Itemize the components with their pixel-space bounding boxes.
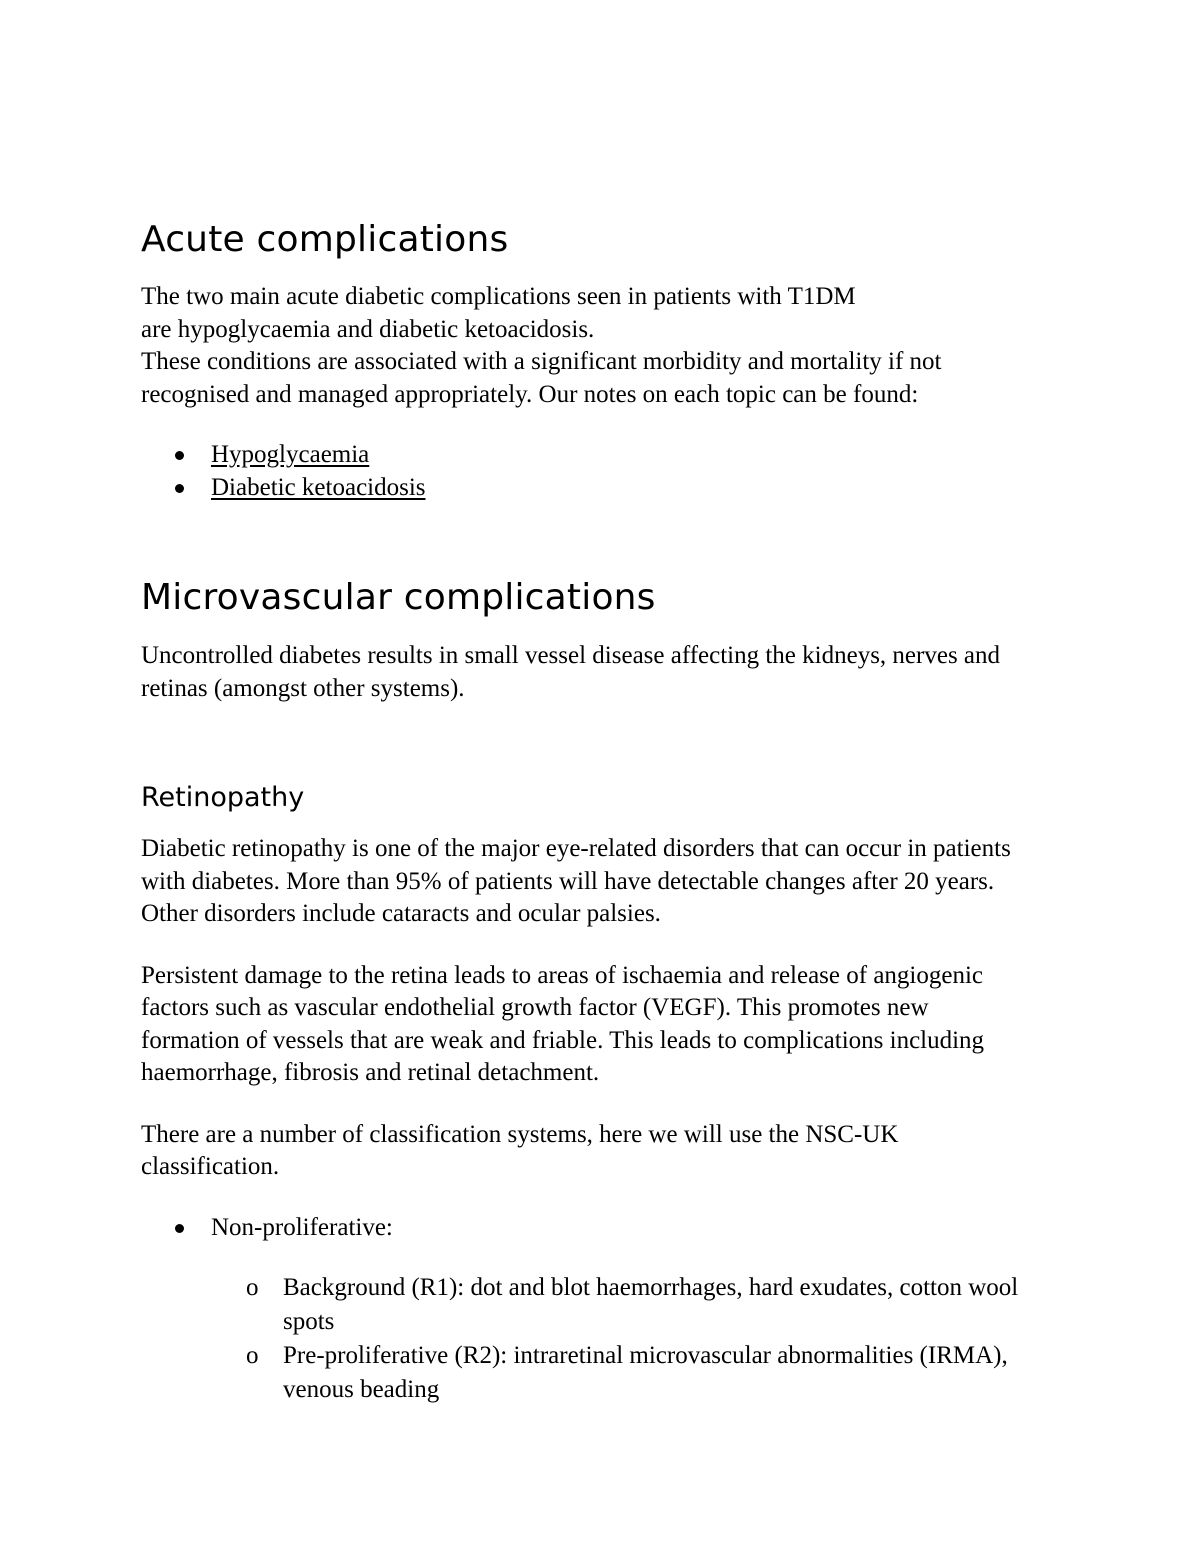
- microvascular-intro-paragraph: Uncontrolled diabetes results in small vessel disease affecting the kidneys, nerves and retinas (amongst other systems).: [141, 642, 1001, 702]
- acute-intro-line-1: The two main acute diabetic complications seen in patients with T1DM: [141, 283, 856, 310]
- list-item: [211, 472, 1061, 505]
- hypoglycaemia-link[interactable]: Hypoglycaemia: [211, 441, 370, 468]
- acute-conditions-paragraph: These conditions are associated with a significant morbidity and mortality if not recognised and managed appropriately. Our notes on each topic can be found:: [141, 348, 942, 408]
- non-proliferative-label: Non-proliferative:: [211, 1213, 393, 1241]
- bullet-icon: [175, 451, 184, 460]
- acute-links-list: [141, 439, 1061, 504]
- bullet-icon: [175, 484, 184, 493]
- retinopathy-paragraph-1: Diabetic retinopathy is one of the major eye-related disorders that can occur in patients with diabetes. More than 95% of patients will have detectable changes after 20 years. Other disorders include cataracts and ocular palsies.: [141, 835, 1011, 927]
- list-item: [211, 439, 1061, 472]
- diabetic-ketoacidosis-link[interactable]: Diabetic ketoacidosis: [211, 473, 426, 501]
- retinopathy-heading: Retinopathy: [141, 782, 305, 813]
- list-item: [246, 1271, 1061, 1339]
- bullet-icon: [175, 1224, 184, 1233]
- list-item: [246, 1339, 1061, 1407]
- classification-list: [141, 1212, 1061, 1245]
- list-item: [211, 1212, 1061, 1245]
- retinopathy-paragraph-3: There are a number of classification systems, here we will use the NSC-UK classification.: [141, 1120, 899, 1180]
- non-proliferative-sublist: [141, 1271, 1061, 1407]
- acute-intro-paragraph: [141, 281, 1061, 346]
- acute-intro-line-2: are hypoglycaemia and diabetic ketoacidosis.: [141, 315, 595, 343]
- background-r1-text: Background (R1): dot and blot haemorrhages, hard exudates, cotton wool spots: [283, 1274, 1019, 1335]
- acute-complications-heading: Acute complications: [141, 219, 509, 260]
- microvascular-complications-heading: Microvascular complications: [141, 577, 656, 618]
- circle-bullet-icon: o: [246, 1274, 259, 1301]
- retinopathy-paragraph-2: Persistent damage to the retina leads to areas of ischaemia and release of angiogenic factors such as vascular endothelial growth factor (VEGF). This promotes new formation of vessels that are weak and friable. This leads to complications including haemorrhage, fibrosis and retinal detachment.: [141, 961, 985, 1086]
- circle-bullet-icon: o: [246, 1342, 259, 1369]
- pre-proliferative-r2-text: Pre-proliferative (R2): intraretinal microvascular abnormalities (IRMA), venous beading: [283, 1342, 1008, 1403]
- document-page: [141, 218, 1061, 1407]
